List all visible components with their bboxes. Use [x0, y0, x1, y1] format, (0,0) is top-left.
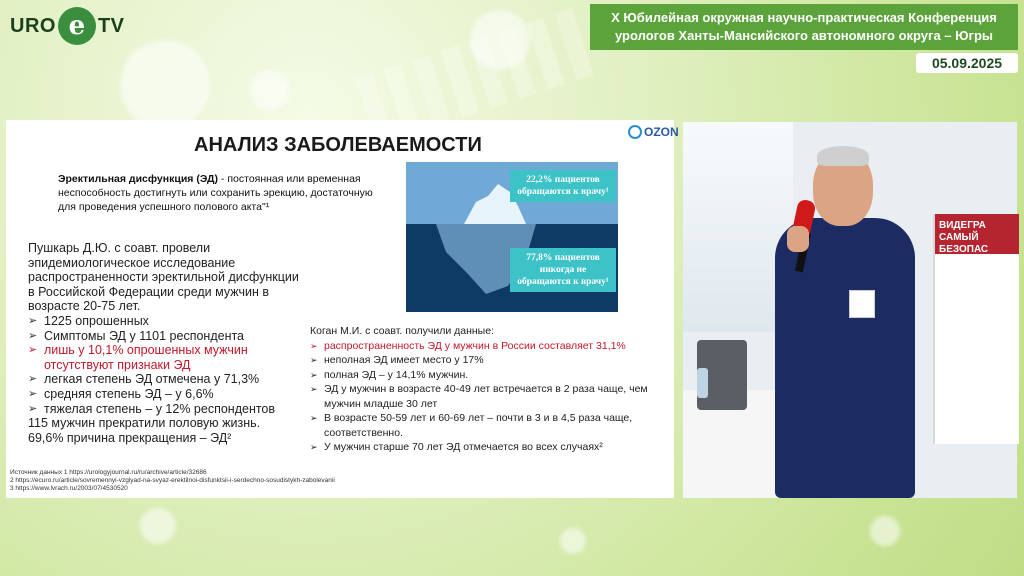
- promo-banner-text: ВИДЕГРА САМЫЙ БЕЗОПАС СРЕДИ ЭФФЕКТИВ: [939, 220, 997, 279]
- definition-term: Эректильная дисфункция (ЭД): [58, 173, 219, 185]
- promo-banner: [933, 214, 1019, 444]
- definition-paragraph: [58, 172, 378, 214]
- study-item: ➢ легкая степень ЭД отмечена у 71,3%: [28, 372, 303, 387]
- definition-text: - постоянная или временная неспособность достигнуть или сохранить эрекцию, достаточную для проведения успешного полового акта"¹: [58, 173, 373, 213]
- kogan-item: ➢ ЭД у мужчин в возрасте 40-49 лет встречается в 2 раза чаще, чем мужчин младше 30 лет: [310, 382, 675, 411]
- ozon-logo-text: OZON: [644, 125, 679, 139]
- conference-title-banner: [590, 4, 1018, 50]
- speaker-hand: [787, 226, 809, 252]
- bokeh-light: [120, 40, 210, 130]
- study-outro-1: 115 мужчин прекратили половую жизнь.: [28, 416, 261, 431]
- pushkar-study: [28, 241, 303, 445]
- study-item: ➢ Симптомы ЭД у 1101 респондента: [28, 329, 303, 344]
- bottom-decoration: [0, 498, 1024, 576]
- kogan-item-highlight: ➢ распространенность ЭД у мужчин в России составляет 31,1%: [310, 339, 675, 354]
- speaker-video: [683, 122, 1017, 498]
- kogan-item: ➢ неполная ЭД имеет место у 17%: [310, 353, 675, 368]
- bokeh-light: [870, 516, 900, 546]
- study-item: ➢ средняя степень ЭД – у 6,6%: [28, 387, 303, 402]
- kogan-list: [310, 339, 675, 455]
- source-line: 2 https://ecuro.ru/article/sovremennyi-vzglyad-na-svyaz-erektilnoi-disfunktsii-i-serdechno-sosudistykh-zabolevanii: [10, 476, 335, 484]
- iceberg-bottom-label: 77,8% пациентов никогда не обращаются к врачу¹: [510, 248, 616, 292]
- study-item: ➢ тяжелая степень – у 12% респондентов: [28, 402, 303, 417]
- bokeh-light: [250, 70, 290, 110]
- slide-sources: [10, 469, 335, 492]
- conference-title-line2: урологов Ханты-Мансийского автономного округа – Югры: [615, 28, 993, 43]
- kogan-item: ➢ В возрасте 50-59 лет и 60-69 лет – почти в 3 и в 4,5 раза чаще, соответственно.: [310, 411, 675, 440]
- bokeh-light: [560, 528, 586, 554]
- kogan-study: [310, 324, 675, 455]
- speaker-hair: [817, 146, 869, 166]
- conference-title-line1: X Юбилейная окружная научно-практическая Конференция: [611, 10, 997, 25]
- presentation-slide: [6, 120, 679, 498]
- ozon-logo: [628, 125, 679, 139]
- logo-e-icon: e: [58, 7, 96, 45]
- kogan-item: ➢ полная ЭД – у 14,1% мужчин.: [310, 368, 675, 383]
- study-list: [28, 314, 303, 416]
- urotv-logo: [10, 6, 125, 46]
- logo-uro-text: URO: [10, 14, 56, 37]
- kogan-intro: Коган М.И. с соавт. получили данные:: [310, 325, 494, 337]
- source-line: Источник данных 1 https://urologyjournal.ru/ru/archive/article/32686: [10, 469, 207, 476]
- bokeh-light: [140, 508, 176, 544]
- kogan-item: ➢ У мужчин старше 70 лет ЭД отмечается во всех случаях²: [310, 440, 675, 455]
- source-line: 3 https://www.lvrach.ru/2003/07/4530520: [10, 484, 128, 492]
- water-bottle: [697, 368, 708, 398]
- iceberg-image: [406, 162, 618, 312]
- name-badge: [849, 290, 875, 318]
- study-outro-2: 69,6% причина прекращения – ЭД²: [28, 430, 232, 445]
- study-item-highlight: ➢ лишь у 10,1% опрошенных мужчин отсутствуют признаки ЭД: [28, 343, 303, 372]
- study-intro: Пушкарь Д.Ю. с соавт. провели эпидемиологическое исследование распространенности эректильной дисфункции в Российской Федерации среди мужчин в возрасте 20-75 лет.: [28, 241, 299, 314]
- logo-tv-text: TV: [97, 14, 125, 37]
- iceberg-top-label: 22,2% пациентов обращаются к врачу¹: [510, 170, 616, 202]
- study-item: ➢ 1225 опрошенных: [28, 314, 303, 329]
- ozon-logo-icon: [628, 125, 642, 139]
- date-badge: 05.09.2025: [916, 53, 1018, 73]
- slide-title: АНАЛИЗ ЗАБОЛЕВАЕМОСТИ: [194, 134, 482, 156]
